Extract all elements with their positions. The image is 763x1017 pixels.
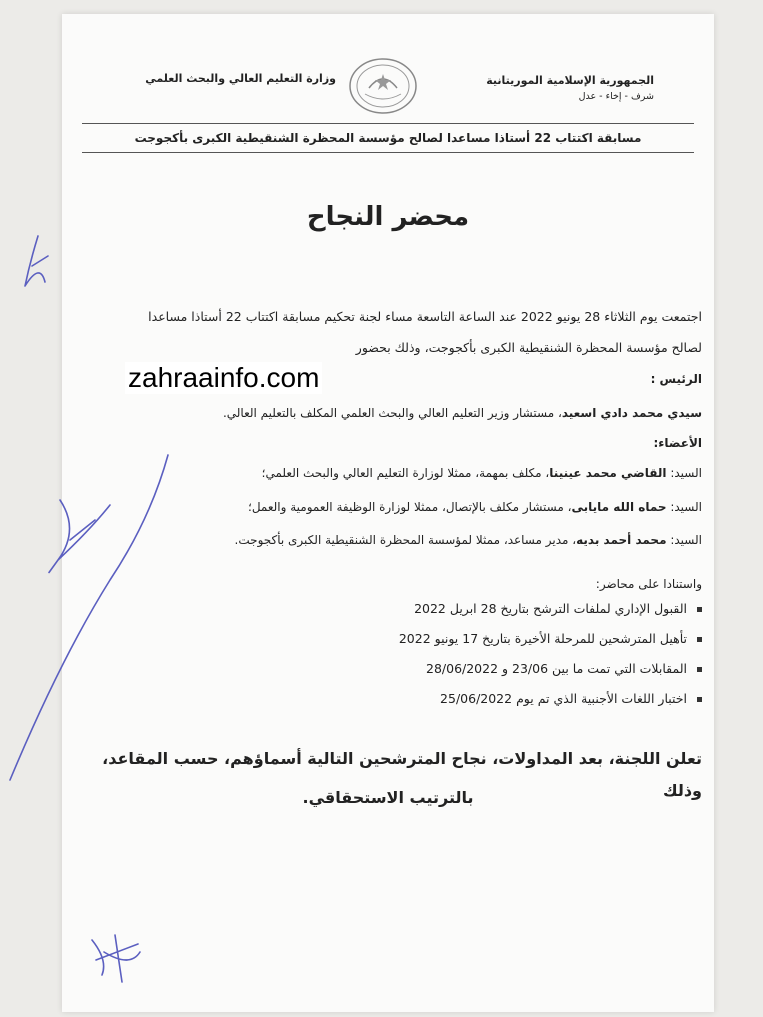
announcement-line-2: بالترتيب الاستحقاقي.	[302, 788, 474, 807]
ministry-name: وزارة التعليم العالي والبحث العلمي	[145, 72, 336, 85]
announcement-line-1: تعلن اللجنة، بعد المداولات، نجاح المترشحين التالية أسماؤهم، حسب المقاعد، وذلك	[102, 749, 702, 800]
member-name: القاضي محمد عينينا	[549, 466, 667, 480]
subtitle-divider	[82, 152, 694, 153]
document-page	[62, 14, 714, 1012]
president-name: سيدي محمد دادي اسعيد	[561, 406, 702, 420]
signature-mark-top	[25, 236, 48, 286]
member-name: حماه الله مايابى	[571, 500, 667, 514]
list-item	[242, 684, 702, 714]
national-motto: شرف - إخاء - عدل	[578, 91, 654, 102]
member-role: ، مستشار مكلف بالإتصال، ممثلا لوزارة الوظيفة العمومية والعمل؛	[248, 500, 572, 514]
member-line	[62, 466, 702, 480]
list-item	[242, 654, 702, 684]
national-seal-icon	[347, 56, 419, 116]
bullet-icon	[697, 697, 702, 702]
member-role: ، مدير مساعد، ممثلا لمؤسسة المحظرة الشنقيطية الكبرى بأكجوجت.	[234, 533, 577, 547]
president-line	[62, 406, 702, 420]
member-name: محمد أحمد بديه	[576, 533, 667, 547]
bullet-icon	[697, 607, 702, 612]
page-title: محضر النجاح	[306, 202, 470, 232]
president-label: الرئيس :	[650, 372, 702, 386]
member-prefix: السيد:	[666, 466, 702, 480]
intro-line-2: لصالح مؤسسة المحظرة الشنقيطية الكبرى بأكجوجت، وذلك بحضور	[355, 340, 702, 355]
records-list	[242, 594, 702, 714]
competition-subtitle: مسابقة اكتتاب 22 أستاذا مساعدا لصالح مؤسسة المحظرة الشنقيطية الكبرى بأكجوجت	[134, 131, 642, 145]
president-role: ، مستشار وزير التعليم العالي والبحث العلمي المكلف بالتعليم العالي.	[222, 406, 562, 420]
republic-name: الجمهورية الإسلامية الموريتانية	[486, 74, 654, 87]
record-text: القبول الإداري لملفات الترشح بتاريخ 28 ابريل 2022	[414, 601, 687, 616]
bullet-icon	[697, 667, 702, 672]
members-label: الأعضاء:	[653, 436, 702, 450]
member-prefix: السيد:	[666, 500, 702, 514]
member-line	[62, 500, 702, 514]
list-item	[242, 624, 702, 654]
member-line	[62, 533, 702, 547]
member-role: ، مكلف بمهمة، ممثلا لوزارة التعليم العالي والبحث العلمي؛	[261, 466, 550, 480]
intro-line-1: اجتمعت يوم الثلاثاء 28 يونيو 2022 عند الساعة التاسعة مساء لجنة تحكيم مسابقة اكتتاب 22 أستاذا مساعدا	[148, 309, 702, 324]
republic-header	[414, 74, 654, 102]
watermark-text: zahraainfo.com	[125, 362, 322, 394]
member-prefix: السيد:	[666, 533, 702, 547]
list-item	[242, 594, 702, 624]
header-divider	[82, 123, 694, 124]
record-text: المقابلات التي تمت ما بين 23/06 و 28/06/2022	[426, 661, 687, 676]
records-label: واستنادا على محاضر:	[595, 577, 702, 591]
bullet-icon	[697, 637, 702, 642]
record-text: تأهيل المترشحين للمرحلة الأخيرة بتاريخ 17 يونيو 2022	[398, 631, 687, 646]
record-text: اختبار اللغات الأجنبية الذي تم يوم 25/06/2022	[440, 691, 687, 706]
